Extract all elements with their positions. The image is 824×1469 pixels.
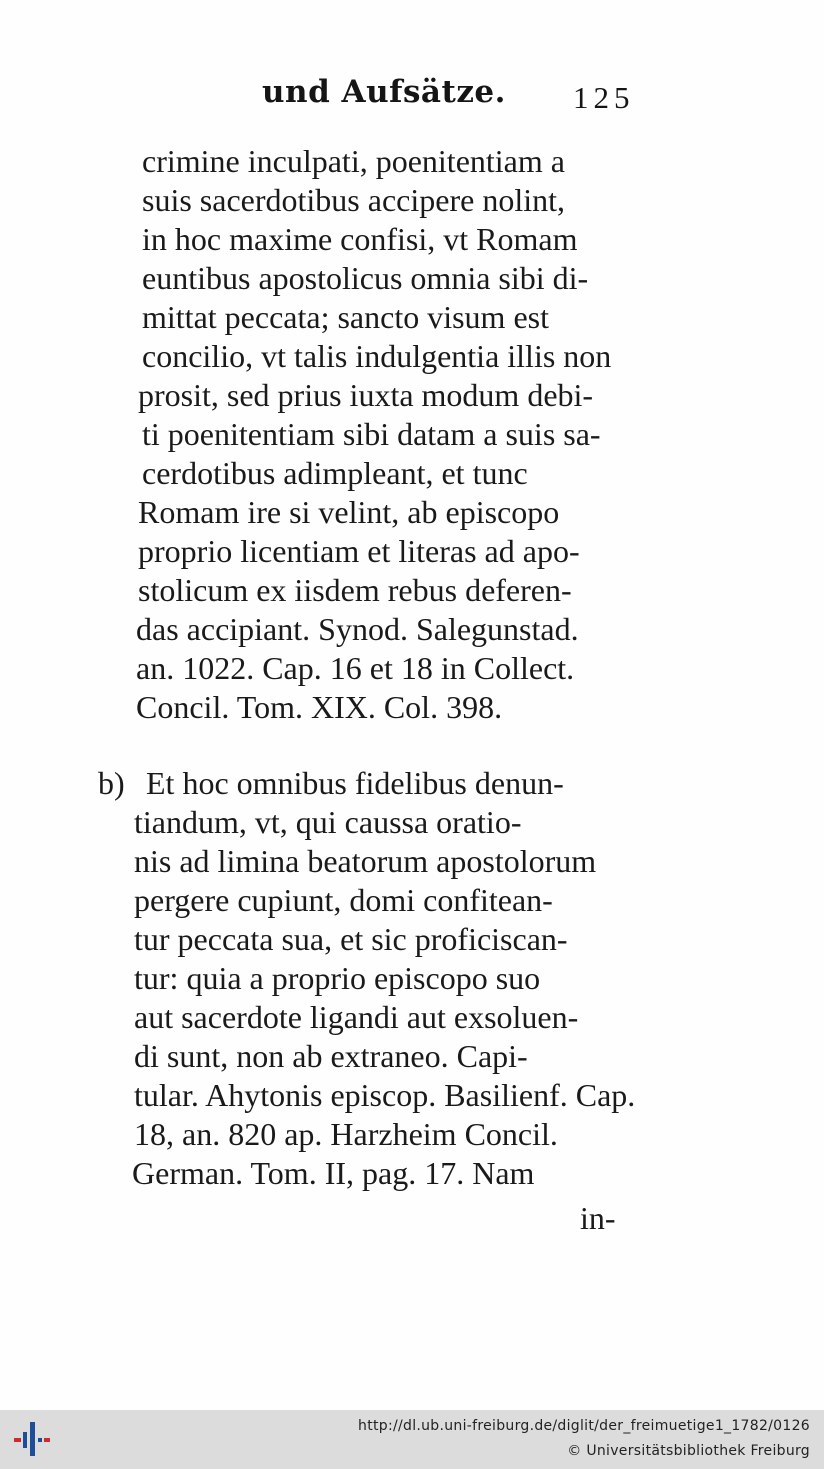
running-head: und Aufsätze. bbox=[262, 74, 506, 110]
page-number: 125 bbox=[573, 80, 635, 115]
text-line: crimine inculpati, poenitentiam a bbox=[142, 143, 565, 179]
copyright-notice: © Universitätsbibliothek Freiburg bbox=[567, 1443, 810, 1459]
text-line: di sunt, non ab extraneo. Capi- bbox=[134, 1038, 528, 1074]
text-line: Romam ire si velint, ab episcopo bbox=[138, 494, 560, 530]
text-line: 18, an. 820 ap. Harzheim Concil. bbox=[134, 1116, 558, 1152]
library-logo-icon bbox=[10, 1418, 54, 1462]
text-line: euntibus apostolicus omnia sibi di- bbox=[142, 260, 589, 296]
text-line: mittat peccata; sancto visum est bbox=[142, 299, 549, 335]
text-line: Et hoc omnibus fidelibus denun- bbox=[146, 765, 564, 801]
text-line: tiandum, vt, qui caussa oratio- bbox=[134, 804, 522, 840]
footnote-label: b) bbox=[98, 765, 125, 801]
text-line: tur peccata sua, et sic proficiscan- bbox=[134, 921, 568, 957]
text-line: tular. Ahytonis episcop. Basilienf. Cap. bbox=[134, 1077, 636, 1113]
text-line: an. 1022. Cap. 16 et 18 in Collect. bbox=[136, 650, 575, 686]
text-line: das accipiant. Synod. Salegunstad. bbox=[136, 611, 579, 647]
text-line: Concil. Tom. XIX. Col. 398. bbox=[136, 689, 503, 725]
text-line: cerdotibus adimpleant, et tunc bbox=[142, 455, 528, 491]
text-line: proprio licentiam et literas ad apo- bbox=[138, 533, 580, 569]
page-header bbox=[0, 74, 824, 124]
text-line: stolicum ex iisdem rebus deferen- bbox=[138, 572, 572, 608]
text-line: nis ad limina beatorum apostolorum bbox=[134, 843, 597, 879]
text-line: tur: quia a proprio episcopo suo bbox=[134, 960, 541, 996]
text-line: ti poenitentiam sibi datam a suis sa- bbox=[142, 416, 601, 452]
text-line: aut sacerdote ligandi aut exsoluen- bbox=[134, 999, 579, 1035]
text-line: German. Tom. II, pag. 17. Nam bbox=[132, 1155, 535, 1191]
viewer-footer-bar bbox=[0, 1410, 824, 1469]
text-line: concilio, vt talis indulgentia illis non bbox=[142, 338, 612, 374]
text-line: suis sacerdotibus accipere nolint, bbox=[142, 182, 565, 218]
catchword: in- bbox=[580, 1200, 616, 1236]
text-line: pergere cupiunt, domi confitean- bbox=[134, 882, 553, 918]
text-line: prosit, sed prius iuxta modum debi- bbox=[138, 377, 594, 413]
permalink-url[interactable]: http://dl.ub.uni-freiburg.de/diglit/der_freimuetige1_1782/0126 bbox=[358, 1418, 810, 1434]
text-line: in hoc maxime confisi, vt Romam bbox=[142, 221, 578, 257]
